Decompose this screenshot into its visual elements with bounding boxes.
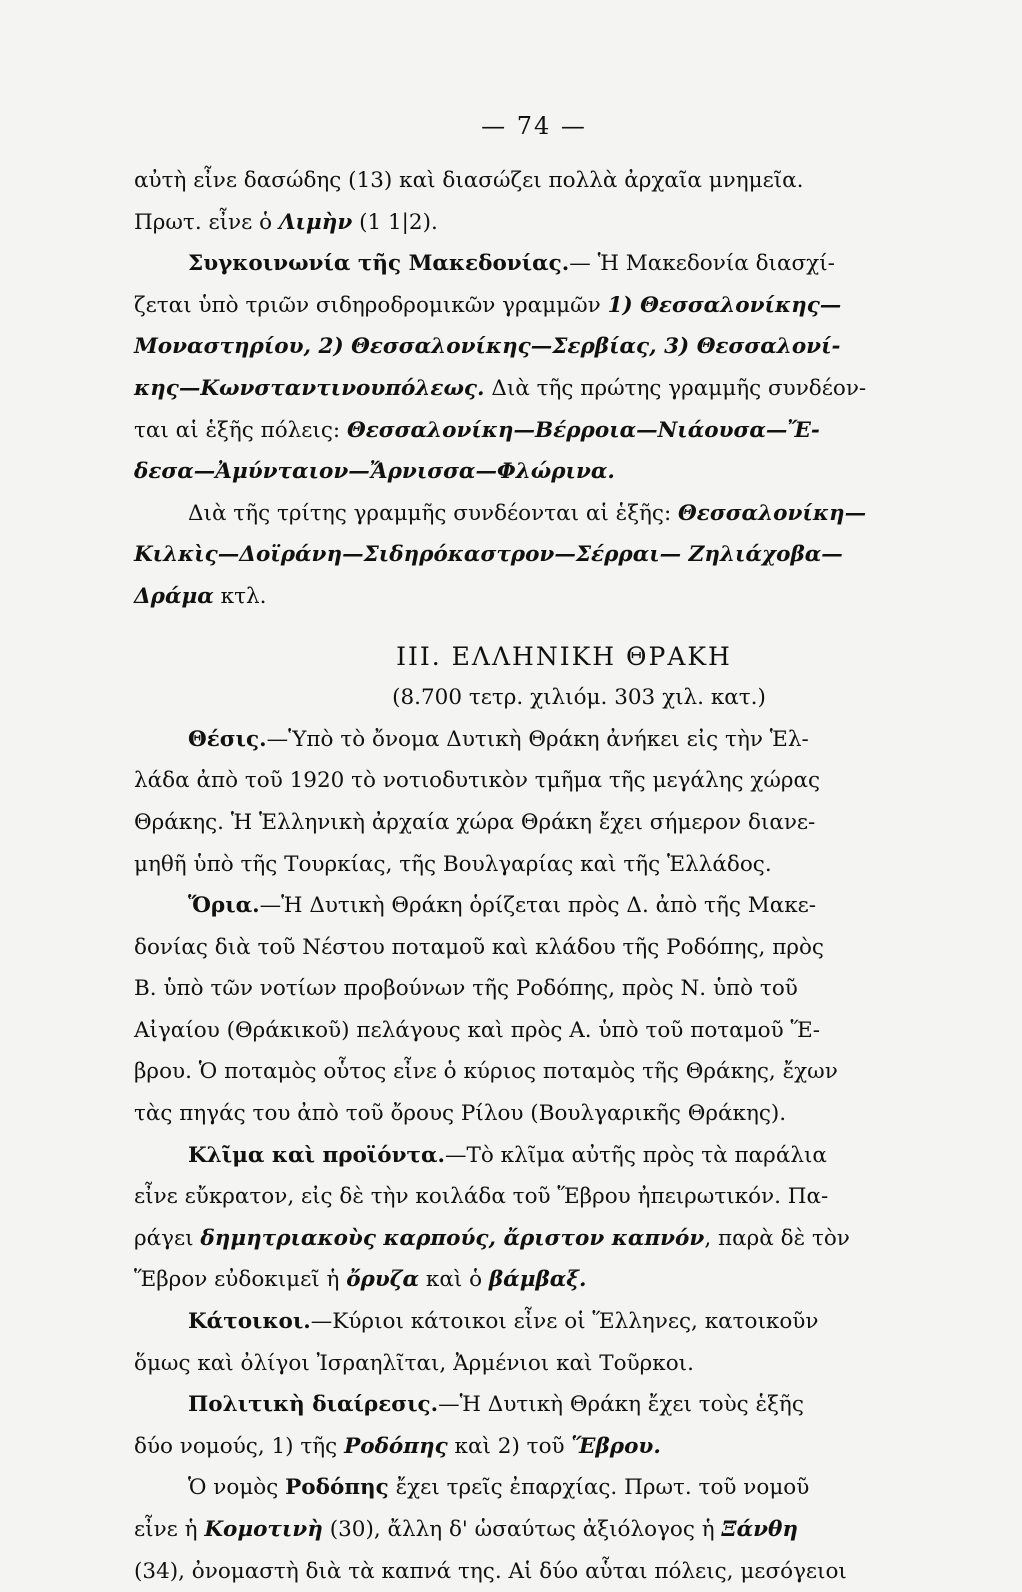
- text-line: [134, 1051, 994, 1093]
- text-line: [134, 885, 994, 927]
- text-run: Διὰ τῆς τρίτης γραμμῆς συνδέονται αἱ ἑξῆς:: [188, 500, 679, 526]
- section-heading: Συγκοινωνία τῆς Μακεδονίας.: [188, 251, 570, 277]
- emphasized-term: βάμβαξ.: [488, 1267, 587, 1293]
- emphasized-term: Μοναστηρίου, 2) Θεσσαλονίκης—Σερβίας, 3) Θεσσαλονί-: [134, 334, 841, 360]
- text-line: [134, 1176, 994, 1218]
- text-run: Θράκης. Ἡ Ἑλληνικὴ ἀρχαία χώρα Θράκη ἔχει σήμερον διανε-: [134, 809, 816, 835]
- text-run: , παρὰ δὲ τὸν: [704, 1225, 850, 1251]
- text-run: Ἕβρον εὐδοκιμεῖ ἡ: [134, 1267, 347, 1293]
- text-run: καὶ 2) τοῦ: [447, 1433, 572, 1459]
- text-run: ζεται ὑπὸ τριῶν σιδηροδρομικῶν γραμμῶν: [134, 292, 608, 318]
- chapter-subtitle: (8.700 τετρ. χιλιόμ. 303 χιλ. κατ.): [392, 685, 766, 711]
- page-text: [134, 160, 994, 1592]
- text-line: [134, 1010, 994, 1052]
- text-line: [134, 160, 994, 202]
- text-run: (1 1|2).: [352, 209, 438, 235]
- text-line: [134, 1343, 994, 1385]
- text-run: λάδα ἀπὸ τοῦ 1920 τὸ νοτιοδυτικὸν τμῆμα τῆς μεγάλης χώρας: [134, 768, 821, 794]
- text-run: κτλ.: [213, 583, 267, 609]
- text-run: εἶνε εὔκρατον, εἰς δὲ τὴν κοιλάδα τοῦ Ἕβρου ἠπειρωτικόν. Πα-: [134, 1184, 829, 1210]
- section-heading: Κλῖμα καὶ προϊόντα.: [188, 1142, 446, 1168]
- emphasized-term: Ροδόπης: [344, 1433, 448, 1459]
- emphasized-term: Δράμα: [134, 583, 214, 609]
- text-run: δονίας διὰ τοῦ Νέστου ποταμοῦ καὶ κλάδου τῆς Ροδόπης, πρὸς: [134, 934, 824, 960]
- text-line: [134, 243, 994, 285]
- text-line: [134, 968, 994, 1010]
- text-line: [134, 285, 994, 327]
- text-run: ἔχει τρεῖς ἐπαρχίας. Πρωτ. τοῦ νομοῦ: [388, 1475, 810, 1501]
- text-run: μηθῆ ὑπὸ τῆς Τουρκίας, τῆς Βουλγαρίας καὶ τῆς Ἑλλάδος.: [134, 851, 772, 877]
- text-line: [134, 534, 994, 576]
- text-run: εἶνε ἡ: [134, 1517, 205, 1542]
- text-run: Ὁ νομὸς: [188, 1475, 286, 1501]
- emphasized-term: Θεσσαλονίκη—Βέρροια—Νιάουσα—Ἔ-: [346, 417, 820, 443]
- text-line: [134, 451, 994, 493]
- emphasized-term: Θεσσαλονίκη—: [678, 500, 867, 526]
- page-number: — 74 —: [481, 112, 587, 140]
- text-line: [134, 1259, 994, 1301]
- emphasized-term: κης—Κωνσταντινουπόλεως.: [134, 375, 485, 401]
- text-run: δύο νομούς, 1) τῆς: [134, 1433, 345, 1459]
- section-western-thrace: [134, 719, 994, 1592]
- text-line: [134, 368, 994, 410]
- text-line: [134, 1551, 994, 1592]
- text-line: [134, 1384, 994, 1426]
- text-run: Αἰγαίου (Θράκικοῦ) πελάγους καὶ πρὸς Α. ὑπὸ τοῦ ποταμοῦ Ἕ-: [134, 1017, 821, 1043]
- text-run: — Ἡ Μακεδονία διασχί-: [569, 251, 835, 277]
- section-heading: Κάτοικοι.: [188, 1309, 311, 1335]
- emphasized-term: Κιλκὶς—Δοϊράνη—Σιδηρόκαστρον—Σέρραι— Ζηλιάχοβα—: [134, 542, 843, 568]
- text-line: [134, 760, 994, 802]
- text-line: [134, 802, 994, 844]
- text-line: [134, 1135, 994, 1177]
- text-line: [134, 844, 994, 886]
- text-line: [134, 410, 994, 452]
- text-run: ὅμως καὶ ὀλίγοι Ἰσραηλῖται, Ἀρμένιοι καὶ Τοῦρκοι.: [134, 1350, 694, 1376]
- text-run: Διὰ τῆς πρώτης γραμμῆς συνδέον-: [484, 375, 867, 401]
- chapter-title: III. ΕΛΛΗΝΙΚΗ ΘΡΑΚΗ: [396, 641, 732, 671]
- emphasized-term: δημητριακοὺς καρπούς, ἄριστον καπνόν: [200, 1225, 705, 1251]
- section-heading: Πολιτικὴ διαίρεσις.: [188, 1392, 439, 1418]
- section-heading: Ὅρια.: [188, 893, 260, 919]
- emphasized-term: Λιμὴν: [278, 209, 353, 235]
- text-line: [134, 927, 994, 969]
- emphasized-term: Ἕβρου.: [571, 1433, 661, 1459]
- text-run: —Ἡ Δυτικὴ Θράκη ἔχει τοὺς ἑξῆς: [438, 1392, 804, 1418]
- text-line: [134, 493, 994, 535]
- text-run: τὰς πηγάς του ἀπὸ τοῦ ὄρους Ρίλου (Βουλγαρικῆς Θράκης).: [134, 1101, 787, 1127]
- text-run: Πρωτ. εἶνε ὁ: [134, 209, 279, 235]
- text-line: [134, 576, 994, 618]
- text-run: (30), ἄλλη δ' ὡσαύτως ἀξιόλογος ἡ: [322, 1517, 722, 1542]
- section-macedonia-communications: [134, 160, 994, 618]
- emphasized-term: 1) Θεσσαλονίκης—: [607, 292, 842, 318]
- text-line: [134, 202, 994, 244]
- text-run: —Ὑπὸ τὸ ὄνομα Δυτικὴ Θράκη ἀνήκει εἰς τὴν Ἑλ-: [266, 726, 809, 752]
- text-run: —Κύριοι κάτοικοι εἶνε οἱ Ἕλληνες, κατοικοῦν: [310, 1309, 819, 1335]
- emphasized-term: Κομοτινὴ: [204, 1517, 323, 1542]
- text-line: [134, 1093, 994, 1135]
- text-run: ράγει: [134, 1225, 201, 1251]
- section-heading: Ροδόπης: [285, 1475, 389, 1501]
- text-line: [134, 719, 994, 761]
- emphasized-term: ὄρυζα: [346, 1267, 420, 1293]
- text-line: [134, 1509, 994, 1551]
- emphasized-term: δεσα—Ἀμύνταιον—Ἄρνισσα—Φλώρινα.: [134, 459, 615, 485]
- text-line: [134, 1467, 994, 1509]
- text-run: —Ἡ Δυτικὴ Θράκη ὁρίζεται πρὸς Δ. ἀπὸ τῆς Μακε-: [259, 893, 817, 919]
- text-run: (34), ὀνομαστὴ διὰ τὰ καπνά της. Αἱ δύο αὗται πόλεις, μεσόγειοι: [134, 1558, 847, 1584]
- text-line: [134, 1426, 994, 1468]
- text-line: [134, 1301, 994, 1343]
- text-run: καὶ ὁ: [419, 1267, 489, 1293]
- text-line: [134, 326, 994, 368]
- text-run: βρου. Ὁ ποταμὸς οὗτος εἶνε ὁ κύριος ποταμὸς τῆς Θράκης, ἔχων: [134, 1059, 838, 1085]
- section-heading: Θέσις.: [188, 726, 267, 752]
- text-run: Β. ὑπὸ τῶν νοτίων προβούνων τῆς Ροδόπης, πρὸς Ν. ὑπὸ τοῦ: [134, 976, 798, 1002]
- text-line: [134, 1218, 994, 1260]
- text-run: ται αἱ ἑξῆς πόλεις:: [134, 417, 347, 443]
- text-run: αὐτὴ εἶνε δασώδης (13) καὶ διασώζει πολλὰ ἀρχαῖα μνημεῖα.: [134, 168, 804, 193]
- text-run: —Τὸ κλῖμα αὐτῆς πρὸς τὰ παράλια: [445, 1142, 827, 1168]
- emphasized-term: Ξάνθη: [721, 1517, 799, 1542]
